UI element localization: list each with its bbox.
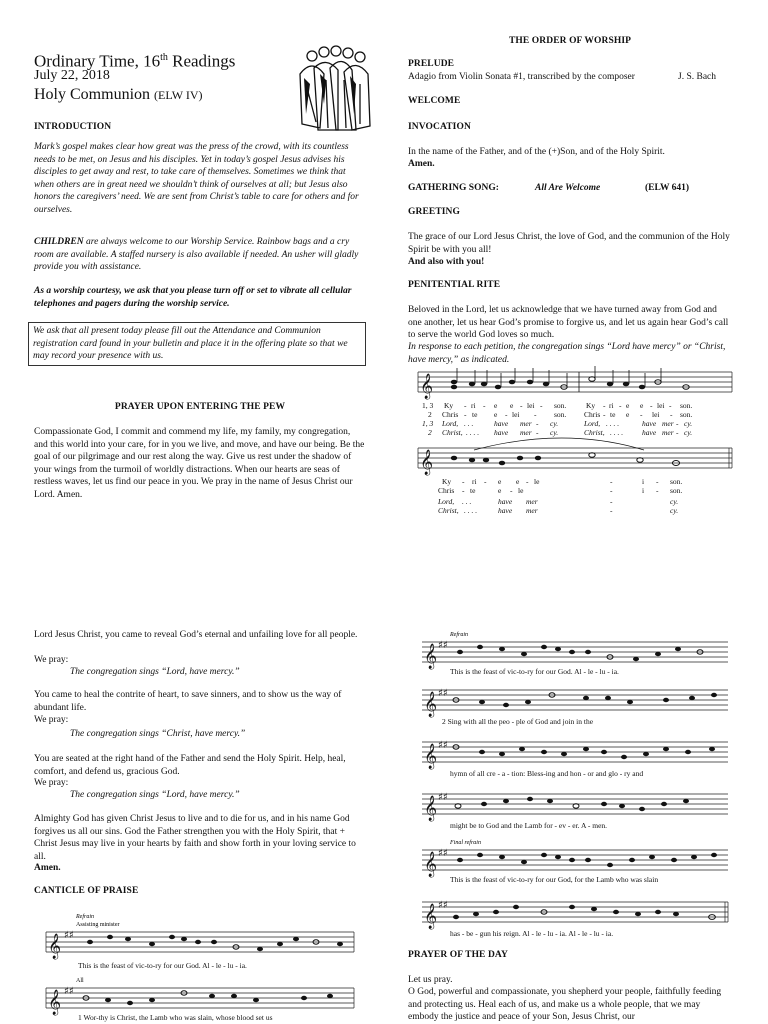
lyric: - [640,410,643,419]
canticle-lyric-line-2: 1 Wor-thy is Christ, the Lamb who was slain, whose blood set us [78,1013,273,1022]
lyric: . . . [462,497,472,506]
welcome-heading: WELCOME [408,96,461,106]
lyric: ri [471,401,476,410]
lyric: mer [520,419,532,428]
key-signature-sharps: ♯♯ [438,640,448,651]
refrain-label: Refrain [76,914,94,920]
lyric: Chris [438,486,455,495]
key-signature-sharps: ♯♯ [438,848,448,859]
lyric: le [534,477,540,486]
service-title: Holy Communion [34,86,151,103]
lyric: - [464,401,467,410]
lyric: e [510,401,514,410]
kyrie-lyrics-row1 [441,401,692,437]
lyric: mer [520,428,532,437]
lyric: . . . . [464,506,478,515]
lyric: - [534,410,537,419]
canticle-right-lyric-5: This is the feast of vic-to-ry for our God, for the Lamb who was slain [450,875,659,884]
lyric: Chris [442,410,459,419]
prelude-composer: J. S. Bach [678,72,716,82]
litany-petition-2: You came to heal the contrite of heart, to save sinners, and to show us the way of abundant life. [34,690,342,713]
canticle-score-right [420,628,736,944]
penitential-instruction: In response to each petition, the congregation sings “Lord have mercy” or “Christ, have mercy,” as indicated. [408,342,726,365]
lyric: have [642,428,657,437]
lyric: Ky [442,477,452,486]
lyric: lei [657,401,665,410]
penitential-heading: PENITENTIAL RITE [408,280,501,290]
lyric: son. [680,401,693,410]
worship-people-illustration [290,44,378,134]
response-lord-1: The congregation sings “Lord, have mercy.” [70,667,240,677]
prelude-text: Adagio from Violin Sonata #1, transcribed by the composer [408,72,635,82]
key-signature-sharps: ♯♯ [64,930,74,941]
lyric: i [642,477,645,486]
lyric: cy. [670,506,679,515]
lyric: le [518,486,524,495]
lyric: lei [527,401,535,410]
verse-number-4: 2 [428,428,432,437]
canticle-right-lyric-1: This is the feast of vic-to-ry for our God. Al - le - lu - ia. [450,667,619,676]
lyric: lei [652,410,660,419]
lyric: - [520,401,523,410]
invocation-text: In the name of the Father, and of the (+)Son, and of the Holy Spirit. [408,147,665,157]
treble-clef-icon: 𝄞 [420,374,434,399]
greeting-response: And also with you! [408,257,485,267]
response-christ: The congregation sings “Christ, have mercy.” [70,729,246,739]
lyric: cy. [550,419,559,428]
absolution-amen: Amen. [34,863,61,873]
lyric: - [536,419,539,428]
lyric: - [610,486,613,495]
lyric: son. [554,401,567,410]
pew-prayer-heading: PRAYER UPON ENTERING THE PEW [114,402,286,412]
service-name [34,86,203,104]
children-text: are always welcome to our Worship Service. Rainbow bags and a cry room are available. A staffed nursery is also available if needed. An usher will gladly provide you with assistance. [34,237,359,272]
key-signature-sharps: ♯♯ [438,740,448,751]
we-pray-2: We pray: [34,715,69,725]
key-signature-sharps: ♯♯ [438,900,448,911]
lyric: - [510,486,513,495]
prayer-of-the-day-heading: PRAYER OF THE DAY [408,950,508,960]
lyric: cy. [670,497,679,506]
lyric: mer [526,497,538,506]
lyric: son. [670,477,683,486]
lyric: e [494,401,498,410]
lyric: Ky [586,401,596,410]
gathering-title: All Are Welcome [535,183,601,193]
children-lead: CHILDREN [34,237,84,247]
lyric: e [626,401,630,410]
lyric: . . . . [466,428,480,437]
canticle-right-lyric-6: has - be - gun his reign. Al - le - lu - ia. Al - le - lu - ia. [450,929,614,938]
gathering-number: (ELW 641) [645,183,690,193]
verse-number-3: 1, 3 [422,419,434,428]
gathering-song [408,182,732,195]
lyric: . . . . [610,428,624,437]
we-pray-1: We pray: [34,655,69,665]
lyric: Chris [584,410,601,419]
lyric: Christ, [584,428,605,437]
invocation-heading: INVOCATION [408,122,471,132]
lyric: Lord, [584,419,601,428]
lyric: e [494,410,498,419]
attendance-box: We ask that all present today please fill out the Attendance and Communion registration card found in your bulletin and place it in the offering plate so that we may record your presence with us. [28,322,366,366]
lyric: have [494,419,509,428]
kyrie-notes-2 [451,453,680,466]
treble-clef-icon: 𝄞 [424,692,438,717]
lyric: - [650,401,653,410]
lyric: - [483,401,486,410]
litany-petition-3: You are seated at the right hand of the Father and send the Holy Spirit. Help, heal, comfort, and defend us, gracious God. [34,754,346,777]
verse-number-1: 1, 3 [422,401,434,410]
lyric: - [656,486,659,495]
canticle-right-lyric-2: 2 Sing with all the peo - ple of God and join in the [442,717,594,726]
verse-number-2: 2 [428,410,432,419]
treble-clef-icon: 𝄞 [424,904,438,929]
lyric: . . . [464,419,474,428]
lyric: te [610,410,616,419]
lyric: son. [680,410,693,419]
lyric: - [676,419,679,428]
all-label: All [76,978,84,984]
lyric: - [610,497,613,506]
lyric: e [498,486,502,495]
lyric: lei [512,410,520,419]
invocation-amen: Amen. [408,159,435,169]
response-lord-2: The congregation sings “Lord, have mercy.” [70,790,240,800]
key-signature-sharps: ♯♯ [438,688,448,699]
lyric: Ky [444,401,454,410]
lyric: son. [554,410,567,419]
kyrie-notes-1 [451,377,689,390]
lyric: Christ, [438,506,459,515]
lyric: e [626,410,630,419]
lyric: have [498,497,513,506]
treble-clef-icon: 𝄞 [48,934,62,959]
lyric: - [536,428,539,437]
canticle-right-staff-3 [422,742,728,762]
greeting-heading: GREETING [408,207,461,217]
canticle-staff-2 [46,988,354,1008]
lyric: cy. [684,428,693,437]
kyrie-staff-2 [418,448,732,468]
lyric: Christ, [442,428,463,437]
canticle-right-lyric-4: might be to God and the Lamb for - ev - er. A - men. [450,821,608,830]
treble-clef-icon: 𝄞 [424,852,438,877]
prelude-heading: PRELUDE [408,59,455,69]
pew-prayer-text: Compassionate God, I commit and commend my life, my family, my congregation, and this world into your care, for in you we live, and move, and have our being. Be the goal of our pilgrimage and our rest along the way. Give us rest under the shadow of your wings from the turmoil of worldly distractions. When our hearts are seas of restless waves, let us find our peace in you. We pray in the name of Jesus Christ our Lord. Amen. [34,427,365,500]
lyric: . . . . [606,419,620,428]
title-text: Ordinary Time, 16 [34,51,161,71]
lyric: - [540,401,543,410]
lyric: - [526,477,529,486]
canticle-right-staff-2 [422,690,728,710]
prelude-line [408,71,732,84]
lyric: - [462,477,465,486]
we-pray-3: We pray: [34,778,69,788]
lyric: mer [662,419,674,428]
lyric: mer [526,506,538,515]
canticle-right-staff-6 [422,902,728,922]
kyrie-score [414,366,734,522]
lyric: - [619,401,622,410]
lyric: have [642,419,657,428]
lyric: - [610,477,613,486]
lyric: cy. [550,428,559,437]
refrain-label: Refrain [450,632,468,638]
canticle-right-lyric-3: hymn of all cre - a - tion: Bless-ing and hon - or and glo - ry and [450,769,644,778]
absolution-text: Almighty God has given Christ Jesus to live and to die for us, and in his name God forgives us all our sins. God the Father strengthen you with the Holy Spirit, that + Christ Jesus may live in your hearts by faith and show forth in your loving service to all. [34,814,356,862]
lyric: - [670,410,673,419]
key-signature-sharps: ♯♯ [64,986,74,997]
prayer-of-the-day-lead: Let us pray. [408,975,453,985]
order-of-worship-heading: THE ORDER OF WORSHIP [508,36,632,46]
service-date: July 22, 2018 [34,68,110,83]
litany-lead: Lord Jesus Christ, you came to reveal God’s eternal and unfailing love for all people. [34,630,358,640]
lyric: - [462,486,465,495]
lyric: ri [472,477,477,486]
canticle-heading: CANTICLE OF PRAISE [34,886,139,896]
key-signature-sharps: ♯♯ [438,792,448,803]
treble-clef-icon: 𝄞 [424,744,438,769]
lyric: - [505,410,508,419]
lyric: i [642,486,645,495]
lyric: - [484,477,487,486]
canticle-score-left [34,910,366,1022]
treble-clef-icon: 𝄞 [424,796,438,821]
lyric: have [494,428,509,437]
lyric: - [603,410,606,419]
children-note [34,236,366,274]
lyric: ri [609,401,614,410]
gathering-heading: GATHERING SONG: [408,183,499,193]
lyric: - [656,477,659,486]
lyric: Lord, [438,497,455,506]
lyric: e [640,401,644,410]
greeting-text: The grace of our Lord Jesus Christ, the love of God, and the communion of the Holy Spirit be with you all! [408,232,730,255]
courtesy-note: As a worship courtesy, we ask that you please turn off or set to vibrate all cellular telephones and pagers during the worship service. [34,286,352,309]
treble-clef-icon: 𝄞 [48,990,62,1015]
lyric: te [470,486,476,495]
lyric: son. [670,486,683,495]
lyric: - [603,401,606,410]
introduction-heading: INTRODUCTION [34,122,112,132]
lyric: e [516,477,520,486]
lyric: cy. [684,419,693,428]
final-refrain-label: Final refrain [450,840,481,846]
introduction-text: Mark’s gospel makes clear how great was the press of the crowd, with its countless needs to be met, on Jesus and his disciples. Yet in today’s gospel Jesus advises his disciples to get away and rest, to take care of themselves. Sometimes we think that when others are in great need we shouldn’t think of ourselves at all; but Jesus also honors the caregivers’ need. We are sent from Christ’s table to care for others and for ourselves. [34,142,359,215]
lyric: te [472,410,478,419]
lyric: - [464,410,467,419]
lyric: - [610,506,613,515]
canticle-lyric-line-1: This is the feast of vic-to-ry for our God. Al - le - lu - ia. [78,961,247,970]
lyric: Lord, [442,419,459,428]
treble-clef-icon: 𝄞 [424,644,438,669]
lyric: e [498,477,502,486]
assisting-minister-label: Assisting minister [76,922,120,928]
lyric: mer [662,428,674,437]
title-tail: Readings [167,51,236,71]
lyric: - [676,428,679,437]
title-superscript: th [160,52,168,63]
prayer-of-the-day-text: O God, powerful and compassionate, you shepherd your people, faithfully feeding and protecting us. Heal each of us, and make us a whole people, that we may embody the justice and peace of your Son, Jesus Christ, our [408,987,722,1022]
lyric: - [669,401,672,410]
lyric: have [498,506,513,515]
penitential-text: Beloved in the Lord, let us acknowledge that we have turned away from God and one another, let us hear God’s promise to forgive us, and let us again hear God’s call to serve the world God loves so much. [408,305,729,340]
treble-clef-icon: 𝄞 [420,450,434,475]
kyrie-lyrics-row2 [437,477,682,515]
service-small: (ELW IV) [154,88,203,102]
